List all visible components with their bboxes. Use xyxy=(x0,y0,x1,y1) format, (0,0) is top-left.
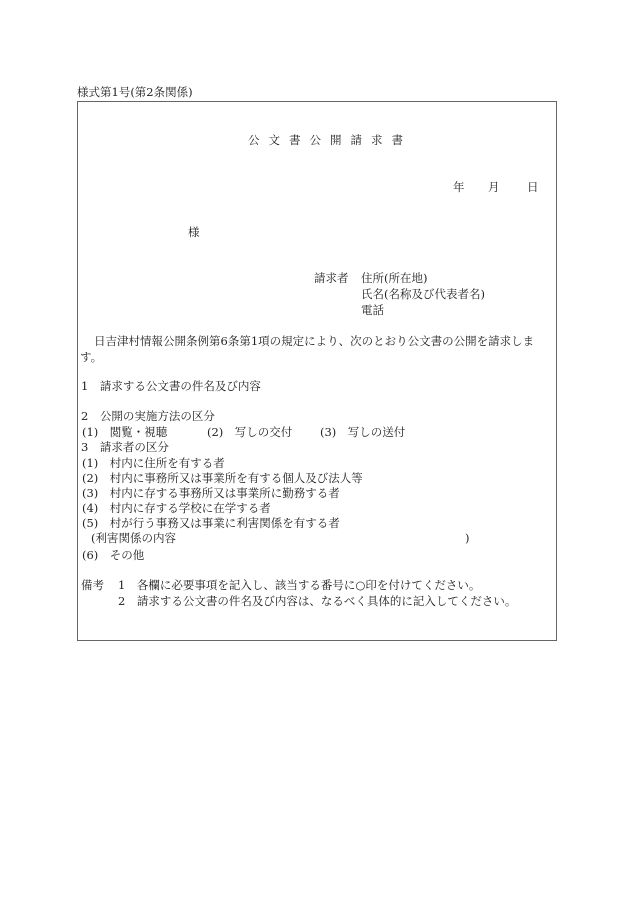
requester-address: 住所(所在地) xyxy=(361,271,428,285)
interest-content-close: ) xyxy=(465,531,470,545)
intro-line-1: 日吉津村情報公開条例第6条第1項の規定により、次のとおり公文書の公開を請求しま xyxy=(94,334,535,348)
requester-label: 請求者 xyxy=(314,271,349,285)
date-year: 年 xyxy=(453,180,465,194)
addressee-suffix: 様 xyxy=(188,225,200,239)
method-option-2: (2) 写しの交付 xyxy=(207,425,293,439)
date-day: 日 xyxy=(527,180,539,194)
requester-type-2: (2) 村内に事務所又は事業所を有する個人及び法人等 xyxy=(82,471,363,485)
page-title: 公文書公開請求書 xyxy=(248,133,412,147)
requester-phone: 電話 xyxy=(361,303,384,317)
remarks-label: 備考 xyxy=(81,578,104,592)
requester-name: 氏名(名称及び代表者名) xyxy=(361,287,485,301)
method-option-3: (3) 写しの送付 xyxy=(320,425,406,439)
requester-type-6: (6) その他 xyxy=(82,548,145,562)
section-2-heading: 2 公開の実施方法の区分 xyxy=(81,409,215,423)
section-1-heading: 1 請求する公文書の件名及び内容 xyxy=(81,379,261,393)
intro-line-2: す。 xyxy=(80,350,103,364)
requester-type-1: (1) 村内に住所を有する者 xyxy=(82,456,225,470)
interest-content-open: (利害関係の内容 xyxy=(91,531,176,545)
remark-2: 2 請求する公文書の件名及び内容は、なるべく具体的に記入してください。 xyxy=(118,594,517,608)
requester-type-5: (5) 村が行う事務又は事業に利害関係を有する者 xyxy=(82,516,340,530)
date-month: 月 xyxy=(488,180,500,194)
form-box xyxy=(77,101,557,641)
remark-1: 1 各欄に必要事項を記入し、該当する番号に○印を付けてください。 xyxy=(118,578,481,592)
form-label: 様式第1号(第2条関係) xyxy=(77,85,193,99)
section-3-heading: 3 請求者の区分 xyxy=(81,440,169,454)
requester-type-3: (3) 村内に存する事務所又は事業所に勤務する者 xyxy=(82,486,340,500)
method-option-1: (1) 閲覧・視聴 xyxy=(82,425,168,439)
requester-type-4: (4) 村内に存する学校に在学する者 xyxy=(82,501,271,515)
